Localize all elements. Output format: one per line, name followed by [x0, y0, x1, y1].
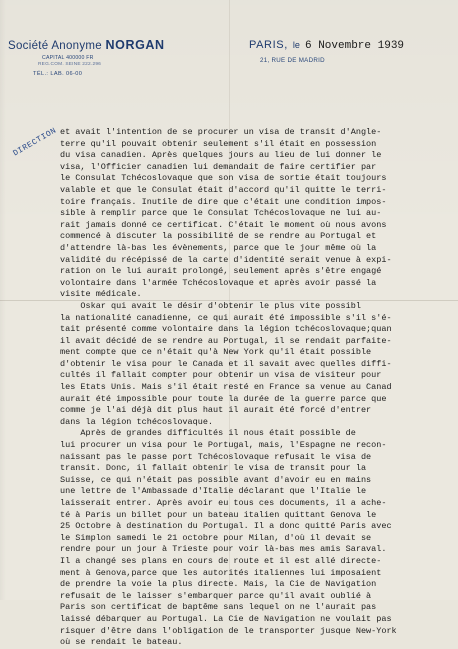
letter-line: le Simplon samedi le 21 octobre pour Milan, d'où il devait se: [60, 532, 372, 543]
letter-line: où se rendait le bateau.: [60, 637, 183, 648]
letter-line: la nationalité canadienne, ce qui aurait été impossible s'il s'é-: [60, 312, 392, 323]
company-telephone: TÉL.: LAB. 06-00: [33, 71, 83, 77]
letter-line: d'attendre là-bas les évènements, parce que le jour même où la: [60, 242, 377, 253]
company-prefix: Société Anonyme: [8, 40, 103, 52]
letter-line: commencé à discuter la possibilité de se rendre au Portugal et: [60, 231, 377, 242]
letter-line: laisserait entrer. Après avoir eu tous ces documents, il a ache-: [60, 498, 387, 508]
letter-line: 25 Octobre à destination du Portugal. Il a donc quitté Paris avec: [60, 521, 392, 532]
company-capital: CAPITAL 400000 FR: [42, 55, 94, 61]
direction-stamp: DIRECTION: [11, 126, 59, 159]
letter-line: d'obtenir le visa pour le Canada et il savait avec quelles diffi-: [60, 358, 392, 369]
letter-line: transit. Donc, il fallait obtenir le visa de transit pour la: [60, 463, 367, 474]
letter-paragraph: [60, 428, 455, 648]
letter-line: et avait l'intention de se procurer un visa de transit d'Angle-: [60, 127, 382, 137]
letter-line: visa, l'Officier canadien lui demandait de faire certifier par: [60, 161, 377, 172]
letter-line: il avait décidé de se rendre au Portugal, il se rendait parfaite-: [60, 335, 392, 346]
letter-line: valable et que le Consulat était d'accord qu'il quitte le terri-: [60, 184, 387, 195]
date-prefix: le: [292, 40, 300, 50]
letter-line: refusait de le laisser s'embarquer parce qu'il avait oublié à: [60, 590, 372, 601]
letter-line: laissé débarquer au Portugal. La Cie de Navigation ne voulait pas: [60, 613, 392, 624]
letter-line: cultés il fallait compter pour obtenir un visa de visiteur pour: [60, 370, 382, 381]
letter-paragraph: [60, 301, 455, 429]
letter-date: 6 Novembre 1939: [305, 40, 405, 52]
letter-line: Oskar qui avait le désir d'obtenir le plus vite possibl: [60, 300, 361, 311]
company-brand: NORGAN: [105, 38, 165, 52]
letter-dateline: [249, 39, 404, 52]
letter-line: Paris son certificat de baptême sans lequel on ne l'aurait pas: [60, 602, 377, 613]
letter-line: rait jamais donné ce certificat. C'était le moment où nous avons: [60, 219, 387, 230]
letter-line: dans la légion tchécoslovaque.: [60, 416, 214, 427]
letter-paragraph: [60, 127, 455, 301]
letter-line: validité du récépissé de la carte d'identité serait venue à expi-: [60, 254, 392, 265]
letter-line: terre qu'il pouvait obtenir seulement s'il était en possession: [60, 138, 377, 149]
letter-line: ration on le lui aurait prolongé, seulement après s'être engagé: [60, 266, 382, 277]
letter-line: lui procurer un visa pour le Portugal, mais, l'Espagne ne recon-: [60, 440, 387, 451]
letter-line: Après de grandes difficultés il nous était possible de: [60, 428, 356, 439]
company-registration: REG.COM. SEINE 222.296: [38, 62, 102, 67]
letter-line: volontaire dans l'armée Tchécoslovaque et après avoir passé la: [60, 277, 377, 288]
company-name: [8, 38, 165, 52]
letter-line: visite médicale.: [60, 289, 142, 300]
letter-line: aurait été impossible pour toute la durée de la guerre parce que: [60, 393, 387, 404]
letter-line: comme je l'ai déjà dit plus haut il aurait été forcé d'entrer: [60, 405, 372, 416]
company-address: 21, RUE DE MADRID: [260, 57, 325, 64]
letter-line: ment compte que ce n'était qu'à New York qu'il était possible: [60, 347, 372, 358]
letter-line: risquer d'être dans l'obligation de le transporter jusque New-York: [60, 625, 397, 636]
letter-line: une lettre de l'Ambassade d'Italie déclarant que l'Italie le: [60, 486, 367, 497]
letter-line: Suisse, ce qui n'était pas possible avant d'avoir eu en mains: [60, 474, 372, 485]
letter-city: PARIS,: [249, 39, 288, 51]
letter-line: sible à remplir parce que le Consulat Tchécoslovaque ne lui au-: [60, 208, 382, 219]
letter-line: té à Paris un billet pour un bateau italien quittant Genova le: [60, 509, 377, 520]
letter-line: tait présenté comme volontaire dans la légion tchécoslovaque;quan: [60, 324, 392, 335]
letter-line: rendre pour un jour à Trieste pour voir là-bas mes amis Saraval.: [60, 544, 387, 555]
letter-line: le Consulat Tchécoslovaque que son visa de sortie était toujours: [60, 173, 387, 184]
letter-line: toire français. Inutile de dire que c'était une condition impos-: [60, 196, 387, 207]
letter-line: Il a changé ses plans en cours de route et il est allé directe-: [60, 555, 382, 566]
letter-line: les Etats Unis. Mais s'il était resté en France sa venue au Canad: [60, 382, 392, 393]
letter-line: ment à Genova,parce que les autorités italiennes lui imposaient: [60, 567, 382, 578]
letter-line: du visa canadien. Après quelques jours au lieu de lui donner le: [60, 150, 382, 161]
letter-body: [60, 127, 455, 649]
letter-line: de prendre la voie la plus directe. Mais, la Cie de Navigation: [60, 579, 377, 590]
letter-line: naissant pas le passe port Tchécoslovaque refusait le visa de: [60, 451, 372, 462]
